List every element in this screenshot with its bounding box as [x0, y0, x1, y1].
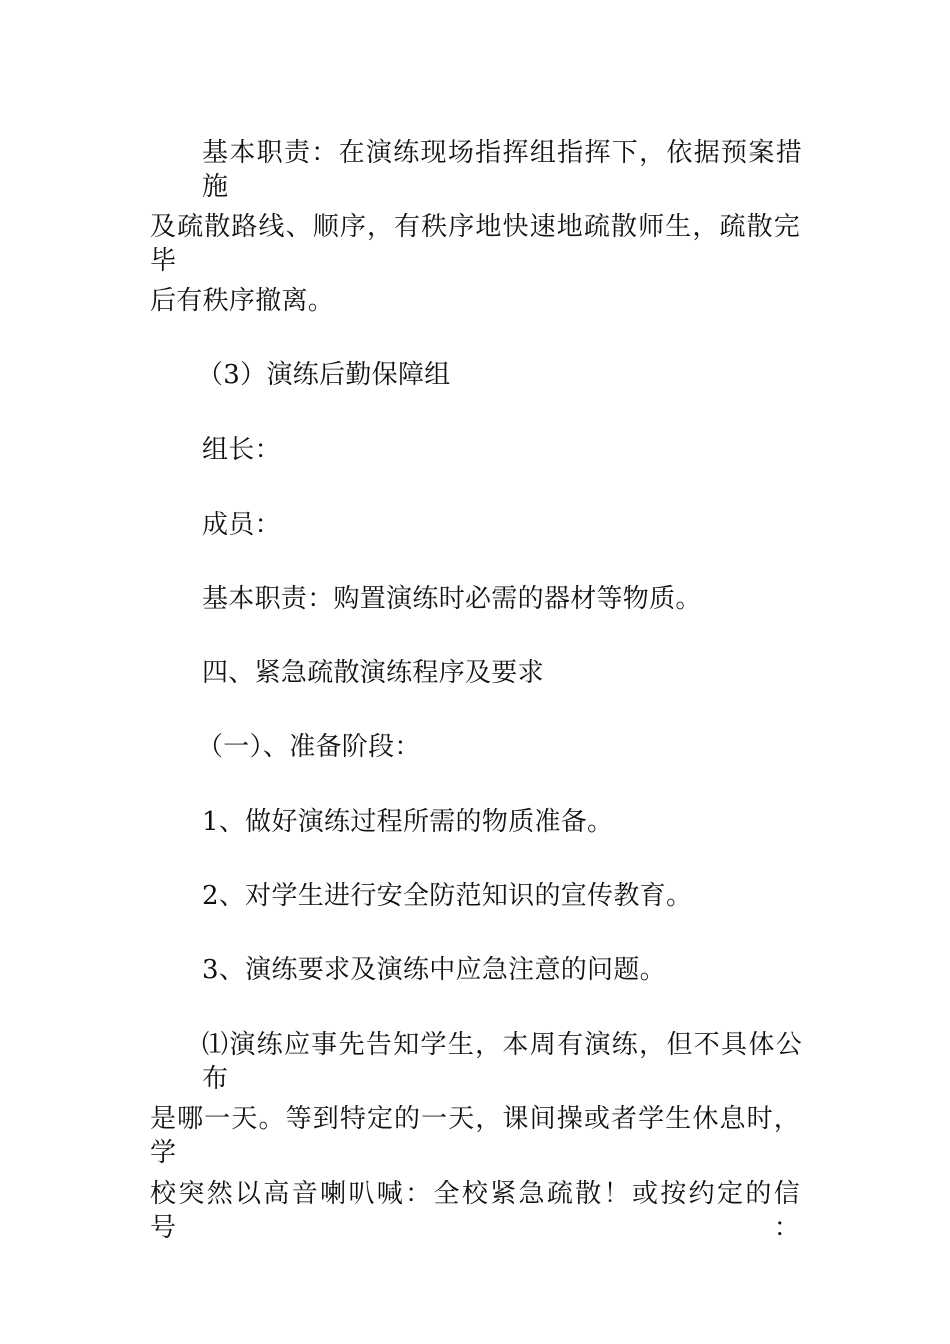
paragraph-line: 校突然以高音喇叭喊：全校紧急疏散！或按约定的信号： — [150, 1179, 800, 1243]
paragraph-line: ⑴演练应事先告知学生，本周有演练，但不具体公布 — [202, 1030, 802, 1094]
list-item: 2、对学生进行安全防范知识的宣传教育。 — [202, 881, 693, 911]
paragraph-line: 及疏散路线、顺序，有秩序地快速地疏散师生，疏散完毕 — [150, 212, 800, 276]
paragraph-line: 基本职责：购置演练时必需的器材等物质。 — [202, 584, 702, 614]
paragraph-line: 后有秩序撤离。 — [150, 286, 335, 316]
section-heading: （3）演练后勤保障组 — [197, 360, 451, 390]
field-label-members: 成员： — [202, 510, 281, 540]
list-item: 1、做好演练过程所需的物质准备。 — [202, 807, 614, 837]
section-heading: （一）、准备阶段： — [197, 732, 421, 762]
list-item: 3、演练要求及演练中应急注意的问题。 — [202, 955, 666, 985]
paragraph-line: 是哪一天。等到特定的一天，课间操或者学生休息时，学 — [150, 1104, 800, 1168]
paragraph-line: 基本职责：在演练现场指挥组指挥下，依据预案措施 — [202, 138, 802, 202]
section-heading: 四、紧急疏散演练程序及要求 — [202, 658, 544, 688]
field-label-leader: 组长： — [202, 435, 281, 465]
